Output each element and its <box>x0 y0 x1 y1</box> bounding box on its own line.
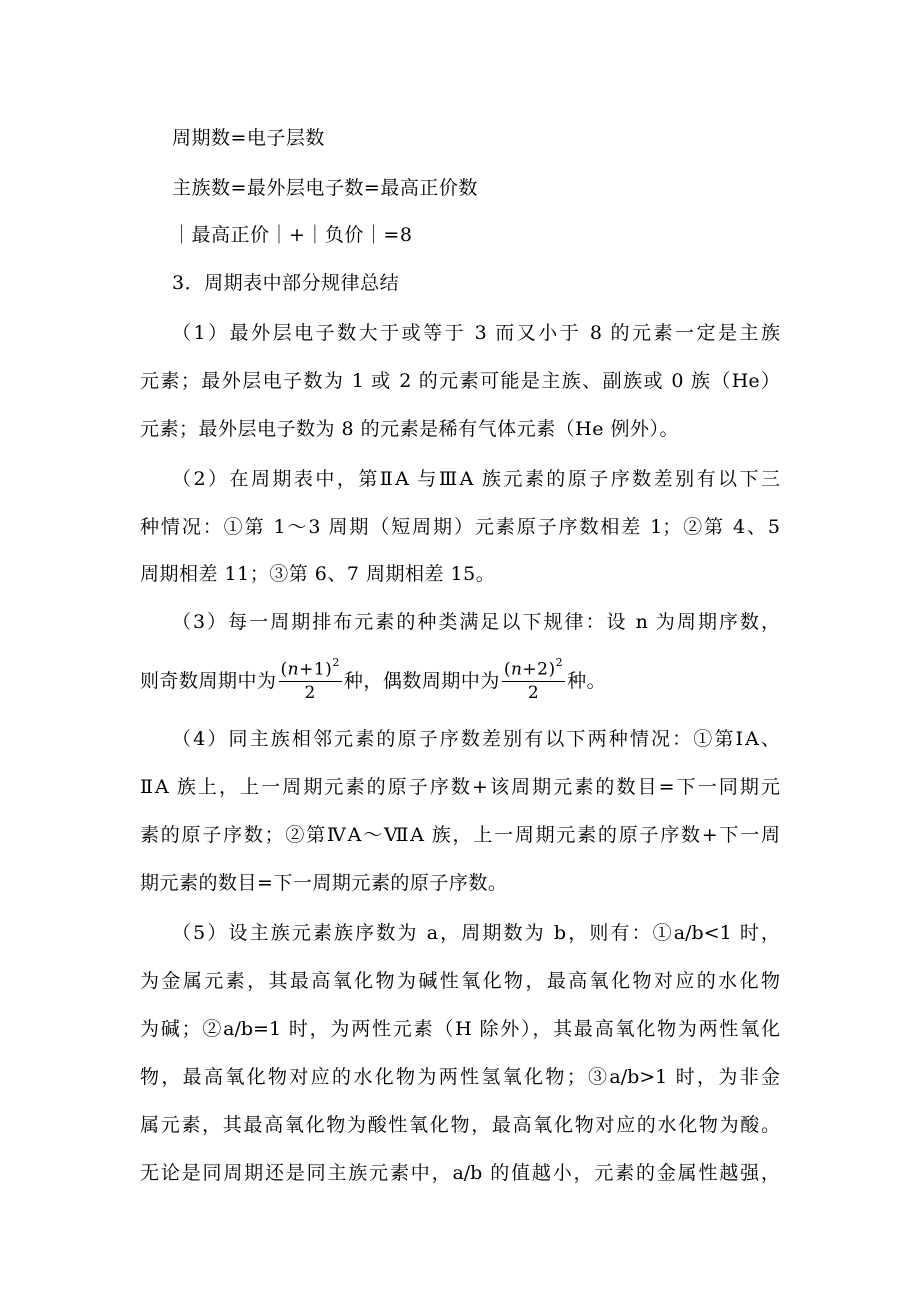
paragraph-4-line: 期元素的数目=下一周期元素的原子序数。 <box>140 872 508 894</box>
paragraph-5-line: （5）设主族元素族序数为 a，周期数为 b，则有：①a/b<1 时， <box>172 922 780 944</box>
paragraph-2-line: （2）在周期表中，第ⅡA 与ⅢA 族元素的原子序数差别有以下三 <box>172 468 780 490</box>
paragraph-2-line: 种情况：①第 1～3 周期（短周期）元素原子序数相差 1；②第 4、5 <box>140 516 780 538</box>
paragraph-4-line: ⅡA 族上，上一周期元素的原子序数+该周期元素的数目=下一同期元 <box>140 776 780 798</box>
paragraph-5-line: 为碱；②a/b=1 时，为两性元素（H 除外），其最高氧化物为两性氧化 <box>140 1018 780 1040</box>
formula-text: 种，偶数周期中为 <box>343 669 500 692</box>
fraction-numerator: $(n+1)^2$ <box>280 656 340 680</box>
paragraph-3-formula-line <box>140 656 606 706</box>
paragraph-3-line: （3）每一周期排布元素的种类满足以下规律：设 n 为周期序数， <box>172 611 780 633</box>
fraction-odd-period <box>279 654 342 704</box>
fraction-denominator: 2 <box>304 682 316 703</box>
paragraph-1-line: （1）最外层电子数大于或等于 3 而又小于 8 的元素一定是主族 <box>172 322 780 344</box>
formula-text: 则奇数周期中为 <box>140 669 277 692</box>
text-line: 主族数=最外层电子数=最高正价数 <box>172 177 478 199</box>
text-line: 周期数=电子层数 <box>172 127 325 149</box>
paragraph-1-line: 元素；最外层电子数为 1 或 2 的元素可能是主族、副族或 0 族（He） <box>140 370 780 392</box>
paragraph-5-line: 属元素，其最高氧化物为酸性氧化物，最高氧化物对应的水化物为酸。 <box>140 1114 780 1136</box>
paragraph-5-line: 无论是同周期还是同主族元素中，a/b 的值越小，元素的金属性越强， <box>140 1162 780 1184</box>
section-heading: 3．周期表中部分规律总结 <box>172 272 400 294</box>
fraction-denominator: 2 <box>527 682 540 703</box>
paragraph-5-line: 物，最高氧化物对应的水化物为两性氢氧化物；③a/b>1 时，为非金 <box>140 1066 780 1088</box>
formula-text: 种。 <box>567 669 607 692</box>
paragraph-4-line: （4）同主族相邻元素的原子序数差别有以下两种情况：①第ⅠA、 <box>172 728 780 750</box>
paragraph-4-line: 素的原子序数；②第ⅣA～ⅦA 族，上一周期元素的原子序数+下一周 <box>140 824 780 846</box>
paragraph-5-line: 为金属元素，其最高氧化物为碱性氧化物，最高氧化物对应的水化物 <box>140 970 780 992</box>
fraction-numerator: $(n+2)^2$ <box>503 656 564 680</box>
paragraph-1-line: 元素；最外层电子数为 8 的元素是稀有气体元素（He 例外）。 <box>140 418 680 440</box>
fraction-even-period <box>502 654 565 704</box>
text-line: ｜最高正价｜+｜负价｜=8 <box>172 224 413 246</box>
paragraph-2-line: 周期相差 11；③第 6、7 周期相差 15。 <box>140 563 496 585</box>
